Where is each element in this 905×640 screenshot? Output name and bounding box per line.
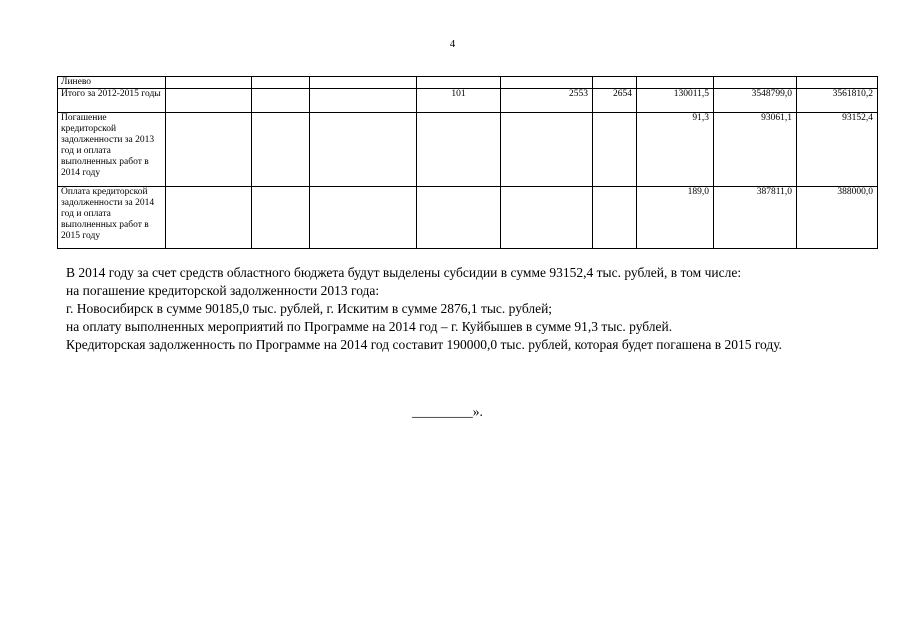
budget-table <box>57 76 878 249</box>
table-cell <box>501 77 593 89</box>
table-cell <box>417 77 501 89</box>
table-cell <box>417 187 501 249</box>
table-cell: Линево <box>58 77 166 89</box>
table-cell <box>501 113 593 187</box>
table-cell <box>593 113 637 187</box>
table-cell: 189,0 <box>637 187 714 249</box>
table-cell <box>252 89 310 113</box>
table-cell <box>252 187 310 249</box>
table-cell: 130011,5 <box>637 89 714 113</box>
table-cell: Итого за 2012-2015 годы <box>58 89 166 113</box>
table-cell: 93152,4 <box>797 113 878 187</box>
table-cell <box>593 187 637 249</box>
table-cell: 91,3 <box>637 113 714 187</box>
table-cell <box>310 89 417 113</box>
table-row <box>58 187 878 249</box>
table-cell: Погашение кредиторской задолженности за 2013 год и оплата выполненных работ в 2014 году <box>58 113 166 187</box>
table-cell: 2654 <box>593 89 637 113</box>
table-cell <box>501 187 593 249</box>
paragraph-subsidies: В 2014 году за счет средств областного бюджета будут выделены субсидии в сумме 93152,4 тыс. рублей, в том числе: <box>66 265 742 280</box>
table-cell: 388000,0 <box>797 187 878 249</box>
table-cell <box>714 77 797 89</box>
paragraph-debt-2013: на погашение кредиторской задолженности 2013 года: <box>66 283 380 298</box>
table-cell <box>166 113 252 187</box>
table-cell: 3548799,0 <box>714 89 797 113</box>
table-cell: 3561810,2 <box>797 89 878 113</box>
table-row <box>58 77 878 89</box>
table-cell <box>797 77 878 89</box>
paragraph-kuibyshev: на оплату выполненных мероприятий по Программе на 2014 год – г. Куйбышев в сумме 91,3 тыс. рублей. <box>66 319 673 334</box>
table-cell <box>166 89 252 113</box>
table-cell <box>417 113 501 187</box>
table-cell <box>310 187 417 249</box>
page-number: 4 <box>449 38 456 50</box>
closing-mark: _________». <box>412 404 483 419</box>
paragraph-cities: г. Новосибирск в сумме 90185,0 тыс. рублей, г. Искитим в сумме 2876,1 тыс. рублей; <box>66 301 553 316</box>
table-cell <box>166 77 252 89</box>
table-row <box>58 113 878 187</box>
table-cell <box>252 77 310 89</box>
table-cell <box>252 113 310 187</box>
table-cell: Оплата кредиторской задолженности за 2014 год и оплата выполненных работ в 2015 году <box>58 187 166 249</box>
table-cell: 93061,1 <box>714 113 797 187</box>
table-cell: 101 <box>417 89 501 113</box>
table-row <box>58 89 878 113</box>
table-cell <box>637 77 714 89</box>
table-cell: 387811,0 <box>714 187 797 249</box>
table-cell <box>166 187 252 249</box>
table-cell: 2553 <box>501 89 593 113</box>
table-cell <box>310 77 417 89</box>
table-cell <box>593 77 637 89</box>
table-cell <box>310 113 417 187</box>
paragraph-debt-2014: Кредиторская задолженность по Программе на 2014 год составит 190000,0 тыс. рублей, которая будет погашена в 2015 году. <box>66 337 783 352</box>
